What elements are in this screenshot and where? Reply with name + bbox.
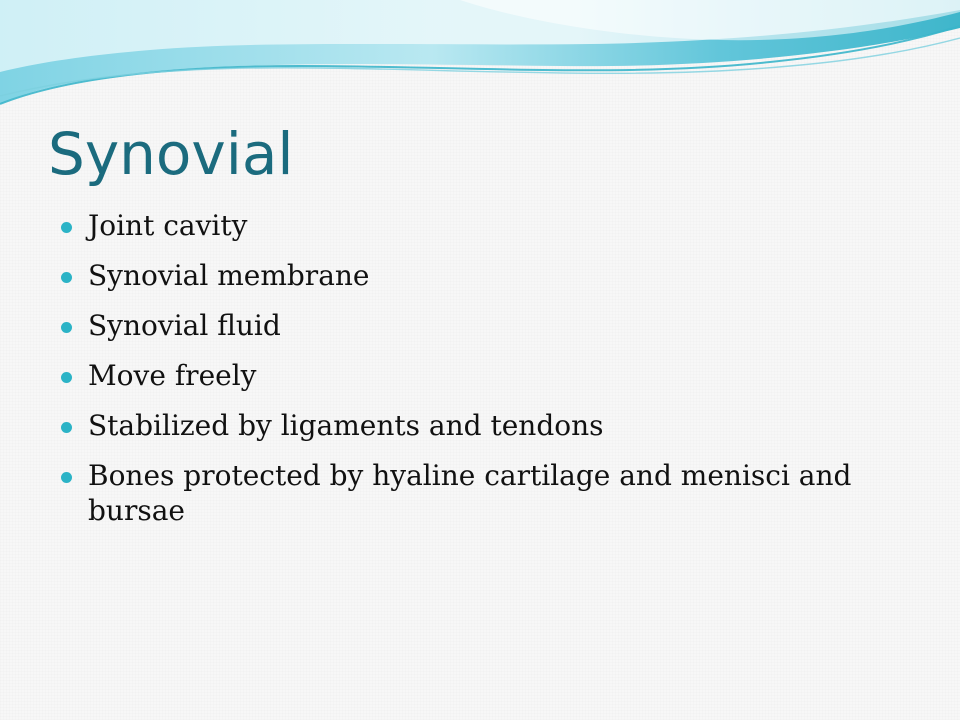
list-item bbox=[60, 458, 900, 528]
bullet-dot-icon bbox=[61, 272, 72, 283]
header-wave-decoration bbox=[0, 0, 960, 120]
bullet-list bbox=[60, 208, 900, 543]
slide-title: Synovial bbox=[48, 120, 294, 188]
bullet-dot-icon bbox=[61, 472, 72, 483]
bullet-text: Synovial membrane bbox=[88, 259, 370, 292]
bullet-text: Joint cavity bbox=[88, 209, 248, 242]
bullet-text: Bones protected by hyaline cartilage and menisci and bursae bbox=[88, 459, 852, 527]
bullet-dot-icon bbox=[61, 422, 72, 433]
bullet-text: Synovial fluid bbox=[88, 309, 281, 342]
list-item bbox=[60, 308, 900, 343]
bullet-text: Stabilized by ligaments and tendons bbox=[88, 409, 604, 442]
list-item bbox=[60, 208, 900, 243]
bullet-dot-icon bbox=[61, 372, 72, 383]
bullet-text: Move freely bbox=[88, 359, 257, 392]
list-item bbox=[60, 258, 900, 293]
bullet-dot-icon bbox=[61, 222, 72, 233]
list-item bbox=[60, 408, 900, 443]
bullet-dot-icon bbox=[61, 322, 72, 333]
list-item bbox=[60, 358, 900, 393]
